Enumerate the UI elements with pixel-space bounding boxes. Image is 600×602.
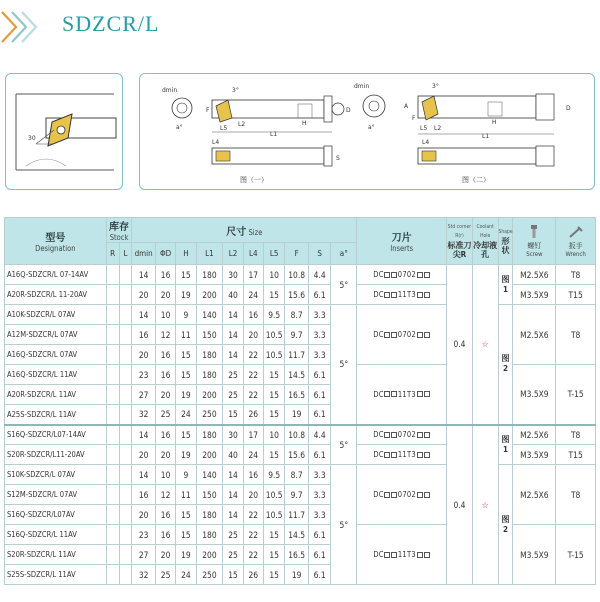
d-cell: 10 <box>155 465 175 485</box>
designation-cell: S12M-SDZCR/L 07AV <box>5 485 107 505</box>
fig1-s-label: S <box>336 155 340 162</box>
screw-cell: M2.5X6 <box>513 305 556 365</box>
l1-cell: 140 <box>196 305 223 325</box>
designation-cell: S16Q-SDZCR/L07-14AV <box>5 425 107 445</box>
designation-cell: S20R-SDZCR/L 11AV <box>5 545 107 565</box>
l5-cell: 15 <box>263 565 284 585</box>
s-cell: 6.1 <box>308 365 330 385</box>
f-cell: 10.8 <box>285 265 309 285</box>
l2-cell: 14 <box>223 505 243 525</box>
l5-cell: 10.5 <box>263 345 284 365</box>
h-cell: 19 <box>176 445 196 465</box>
stock-l-header: L <box>119 243 132 265</box>
angle-cell: 5° <box>331 265 357 305</box>
l5-cell: 15 <box>263 545 284 565</box>
d-cell: 10 <box>155 305 175 325</box>
dmin-cell: 27 <box>132 385 156 405</box>
l4-cell: 26 <box>243 565 263 585</box>
l2-cell: 25 <box>223 365 243 385</box>
table-row <box>5 305 596 325</box>
d-cell: 20 <box>155 385 175 405</box>
fig2-caption: 图（二） <box>462 176 490 184</box>
s-cell: 3.3 <box>308 465 330 485</box>
fig1-f-label: F <box>206 107 210 114</box>
dmin-cell: 32 <box>132 405 156 425</box>
detail-angle-label: 30 <box>28 135 36 142</box>
l5-cell: 9.5 <box>263 465 284 485</box>
l2-cell: 14 <box>223 485 243 505</box>
designation-cell: A16Q-SDZCR/L 11AV <box>5 365 107 385</box>
l2-header: L2 <box>223 243 243 265</box>
h-cell: 15 <box>176 365 196 385</box>
l4-cell: 16 <box>243 465 263 485</box>
l2-cell: 25 <box>223 525 243 545</box>
f-cell: 9.7 <box>285 325 309 345</box>
fig2-dmin-label: dmin <box>354 83 370 90</box>
stock-r-cell <box>106 365 119 385</box>
l4-cell: 17 <box>243 425 263 445</box>
d-cell: 16 <box>155 265 175 285</box>
wrench-cell: T8 <box>556 465 596 525</box>
fig1-h-label: H <box>302 120 307 127</box>
insert-cell: DC 0702 <box>357 305 447 365</box>
l5-cell: 15 <box>263 385 284 405</box>
stock-r-cell <box>106 545 119 565</box>
stock-l-cell <box>119 385 132 405</box>
l2-cell: 30 <box>223 425 243 445</box>
d-cell: 16 <box>155 365 175 385</box>
designation-cell: A20R-SDZCR/L 11-20AV <box>5 285 107 305</box>
l5-cell: 10.5 <box>263 485 284 505</box>
l4-cell: 20 <box>243 485 263 505</box>
s-cell: 6.1 <box>308 405 330 425</box>
f-cell: 15.6 <box>285 285 309 305</box>
s-cell: 3.3 <box>308 325 330 345</box>
screw-cell: M2.5X6 <box>513 465 556 525</box>
dmin-cell: 20 <box>132 505 156 525</box>
l2-cell: 14 <box>223 305 243 325</box>
l4-cell: 24 <box>243 445 263 465</box>
l1-cell: 180 <box>196 345 223 365</box>
l4-cell: 16 <box>243 305 263 325</box>
stock-r-cell <box>106 405 119 425</box>
screw-cell: M3.5X9 <box>513 445 556 465</box>
toolholder-drawings-svg <box>140 74 596 191</box>
l1-cell: 180 <box>196 525 223 545</box>
l2-cell: 25 <box>223 385 243 405</box>
l1-cell: 150 <box>196 325 223 345</box>
stock-r-cell <box>106 445 119 465</box>
wrench-cell: T15 <box>556 445 596 465</box>
l2-cell: 15 <box>223 405 243 425</box>
phid-header: ΦD <box>155 243 175 265</box>
dmin-cell: 14 <box>132 465 156 485</box>
fig2-l1-label: L1 <box>482 133 490 140</box>
fig1-l5-label: L5 <box>220 125 228 132</box>
designation-cell: S16Q-SDZCR/L 11AV <box>5 525 107 545</box>
fig2-a2-label: A <box>404 103 409 110</box>
fig2-l2-label: L2 <box>434 125 442 132</box>
l2-cell: 15 <box>223 565 243 585</box>
l1-cell: 200 <box>196 545 223 565</box>
l1-header: L1 <box>196 243 223 265</box>
stock-r-header: R <box>106 243 119 265</box>
l5-cell: 15 <box>263 365 284 385</box>
stock-l-cell <box>119 425 132 445</box>
l2-cell: 14 <box>223 325 243 345</box>
s-header: S <box>308 243 330 265</box>
l5-cell: 10 <box>263 425 284 445</box>
stock-l-cell <box>119 265 132 285</box>
l5-cell: 15 <box>263 445 284 465</box>
screw-icon <box>528 225 540 239</box>
fig2-l4-label: L4 <box>422 139 430 146</box>
l4-header: L4 <box>243 243 263 265</box>
l5-cell: 10.5 <box>263 505 284 525</box>
wrench-cell: T8 <box>556 305 596 365</box>
screw-cell: M3.5X9 <box>513 525 556 585</box>
radius-header: Std corner R(r) 标准刀尖R <box>447 218 473 265</box>
insert-cell: DC 0702 <box>357 265 447 285</box>
f-cell: 9.7 <box>285 485 309 505</box>
d-cell: 20 <box>155 445 175 465</box>
stock-r-cell <box>106 425 119 445</box>
f-cell: 19 <box>285 405 309 425</box>
stock-r-cell <box>106 565 119 585</box>
stock-r-cell <box>106 385 119 405</box>
fig1-angle-label: a° <box>176 124 183 131</box>
l4-cell: 26 <box>243 405 263 425</box>
l1-cell: 150 <box>196 485 223 505</box>
l2-cell: 40 <box>223 285 243 305</box>
dmin-cell: 16 <box>132 485 156 505</box>
wrench-header: 扳手 Wrench <box>556 218 596 265</box>
stock-l-cell <box>119 485 132 505</box>
screw-header: 螺钉 Screw <box>513 218 556 265</box>
s-cell: 6.1 <box>308 445 330 465</box>
stock-l-cell <box>119 405 132 425</box>
h-cell: 24 <box>176 565 196 585</box>
h-cell: 15 <box>176 425 196 445</box>
coolant-cell: ☆ <box>472 265 498 425</box>
d-cell: 25 <box>155 565 175 585</box>
designation-cell: S20R-SDZCR/L11-20AV <box>5 445 107 465</box>
d-cell: 16 <box>155 525 175 545</box>
chevron-arrows-icon <box>0 10 48 44</box>
l4-cell: 22 <box>243 385 263 405</box>
h-cell: 11 <box>176 325 196 345</box>
l2-cell: 30 <box>223 265 243 285</box>
s-cell: 3.3 <box>308 485 330 505</box>
fig2-d-label: D <box>566 105 571 112</box>
wrench-cell: T-15 <box>556 365 596 425</box>
d-cell: 12 <box>155 485 175 505</box>
h-cell: 19 <box>176 545 196 565</box>
d-cell: 20 <box>155 545 175 565</box>
stock-r-cell <box>106 345 119 365</box>
page-header <box>0 0 600 60</box>
s-cell: 3.3 <box>308 305 330 325</box>
stock-l-cell <box>119 525 132 545</box>
h-cell: 11 <box>176 485 196 505</box>
fig2-h-label: H <box>492 119 497 126</box>
l5-header: L5 <box>263 243 284 265</box>
stock-l-cell <box>119 325 132 345</box>
l1-cell: 180 <box>196 265 223 285</box>
d-cell: 16 <box>155 345 175 365</box>
screw-cell: M3.5X9 <box>513 285 556 305</box>
wrench-cell: T-15 <box>556 525 596 585</box>
stock-l-cell <box>119 285 132 305</box>
l2-cell: 40 <box>223 445 243 465</box>
f-header: F <box>285 243 309 265</box>
shape-cell: 图 1 <box>498 265 513 305</box>
screw-cell: M2.5X6 <box>513 425 556 445</box>
designation-cell: A25S-SDZCR/L 11AV <box>5 405 107 425</box>
l4-cell: 22 <box>243 545 263 565</box>
s-cell: 6.1 <box>308 285 330 305</box>
h-cell: 24 <box>176 405 196 425</box>
stock-l-cell <box>119 545 132 565</box>
l1-cell: 250 <box>196 405 223 425</box>
fig2-l5-label: L5 <box>420 125 428 132</box>
inserts-header: 刀片 Inserts <box>357 218 447 265</box>
stock-r-cell <box>106 285 119 305</box>
designation-cell: A16Q-SDZCR/L 07AV <box>5 345 107 365</box>
s-cell: 6.1 <box>308 545 330 565</box>
l4-cell: 20 <box>243 325 263 345</box>
shape-cell: 图 1 <box>498 425 513 465</box>
stock-r-cell <box>106 325 119 345</box>
insert-cell: DC 11T3 <box>357 525 447 585</box>
designation-cell: A10K-SDZCR/L 07AV <box>5 305 107 325</box>
f-cell: 8.7 <box>285 305 309 325</box>
f-cell: 15.6 <box>285 445 309 465</box>
f-cell: 16.5 <box>285 385 309 405</box>
designation-cell: A12M-SDZCR/L 07AV <box>5 325 107 345</box>
insert-cell: DC 11T3 <box>357 365 447 425</box>
insert-cell: DC 0702 <box>357 425 447 445</box>
angle-cell: 5° <box>331 465 357 585</box>
screw-cell: M2.5X6 <box>513 265 556 285</box>
h-cell: 9 <box>176 305 196 325</box>
stock-l-cell <box>119 345 132 365</box>
page-title: SDZCR/L <box>62 11 160 36</box>
h-cell: 15 <box>176 525 196 545</box>
stock-r-cell <box>106 305 119 325</box>
f-cell: 11.7 <box>285 345 309 365</box>
l1-cell: 200 <box>196 445 223 465</box>
l1-cell: 200 <box>196 285 223 305</box>
l4-cell: 17 <box>243 265 263 285</box>
wrench-cell: T15 <box>556 285 596 305</box>
dmin-cell: 20 <box>132 445 156 465</box>
insert-cell: DC 0702 <box>357 465 447 525</box>
shape-cell: 图 2 <box>498 465 513 585</box>
table-row <box>5 265 596 285</box>
s-cell: 6.1 <box>308 385 330 405</box>
l5-cell: 15 <box>263 285 284 305</box>
toolholder-drawings <box>139 73 595 190</box>
h-cell: 19 <box>176 285 196 305</box>
angle-header: a° <box>331 243 357 265</box>
dmin-cell: 14 <box>132 425 156 445</box>
wrench-cell: T8 <box>556 265 596 285</box>
stock-l-cell <box>119 305 132 325</box>
f-cell: 14.5 <box>285 365 309 385</box>
l4-cell: 22 <box>243 505 263 525</box>
h-cell: 15 <box>176 345 196 365</box>
spec-table-header <box>5 218 596 265</box>
h-cell: 19 <box>176 385 196 405</box>
dmin-cell: 27 <box>132 545 156 565</box>
l5-cell: 15 <box>263 525 284 545</box>
stock-l-cell <box>119 505 132 525</box>
stock-header: 库存 Stock <box>106 218 132 243</box>
l2-cell: 14 <box>223 465 243 485</box>
designation-cell: A16Q-SDZCR/L 07-14AV <box>5 265 107 285</box>
dims-header: 尺寸 Size <box>132 218 357 243</box>
l5-cell: 10 <box>263 265 284 285</box>
stock-r-cell <box>106 485 119 505</box>
insert-detail-svg <box>6 74 124 191</box>
spec-table <box>4 217 596 585</box>
d-cell: 12 <box>155 325 175 345</box>
l2-cell: 25 <box>223 545 243 565</box>
fig1-d-label: D <box>346 107 351 114</box>
radius-cell: 0.4 <box>447 265 473 425</box>
s-cell: 4.4 <box>308 425 330 445</box>
spec-table-body <box>5 265 596 585</box>
designation-cell: S25S-SDZCR/L 11AV <box>5 565 107 585</box>
angle-cell: 5° <box>331 425 357 465</box>
radius-cell: 0.4 <box>447 425 473 585</box>
l4-cell: 22 <box>243 345 263 365</box>
l1-cell: 180 <box>196 365 223 385</box>
dmin-cell: 16 <box>132 325 156 345</box>
d-cell: 16 <box>155 505 175 525</box>
insert-cell: DC 11T3 <box>357 285 447 305</box>
table-row <box>5 425 596 445</box>
fig2-angle-label: a° <box>368 124 375 131</box>
stock-l-cell <box>119 445 132 465</box>
wrench-cell: T8 <box>556 425 596 445</box>
stock-l-cell <box>119 465 132 485</box>
dmin-cell: 14 <box>132 265 156 285</box>
l1-cell: 180 <box>196 505 223 525</box>
s-cell: 4.4 <box>308 265 330 285</box>
insert-cell: DC 11T3 <box>357 445 447 465</box>
fig2-deg-label: 3° <box>432 83 439 90</box>
dmin-cell: 20 <box>132 345 156 365</box>
coolant-cell: ☆ <box>472 425 498 585</box>
l4-cell: 22 <box>243 365 263 385</box>
l1-cell: 140 <box>196 465 223 485</box>
l4-cell: 22 <box>243 525 263 545</box>
l1-cell: 250 <box>196 565 223 585</box>
h-header: H <box>176 243 196 265</box>
dmin-header: dmin <box>132 243 156 265</box>
fig1-l2-label: L2 <box>238 121 246 128</box>
h-cell: 15 <box>176 265 196 285</box>
d-cell: 25 <box>155 405 175 425</box>
stock-r-cell <box>106 465 119 485</box>
fig1-dmin-label: dmin <box>162 87 178 94</box>
s-cell: 3.3 <box>308 345 330 365</box>
s-cell: 6.1 <box>308 565 330 585</box>
d-cell: 20 <box>155 285 175 305</box>
shape-cell: 图 2 <box>498 305 513 425</box>
dmin-cell: 32 <box>132 565 156 585</box>
stock-r-cell <box>106 505 119 525</box>
s-cell: 6.1 <box>308 525 330 545</box>
f-cell: 19 <box>285 565 309 585</box>
dmin-cell: 23 <box>132 525 156 545</box>
insert-detail-drawing <box>5 73 123 190</box>
l2-cell: 14 <box>223 345 243 365</box>
fig1-l4-label: L4 <box>212 139 220 146</box>
designation-cell: S16Q-SDZCR/L07AV <box>5 505 107 525</box>
shape-header: Shape 形状 <box>498 218 513 265</box>
coolant-header: Coolant Hole 冷却液孔 <box>472 218 498 265</box>
s-cell: 3.3 <box>308 505 330 525</box>
l1-cell: 200 <box>196 385 223 405</box>
h-cell: 9 <box>176 465 196 485</box>
fig1-l1-label: L1 <box>270 131 278 138</box>
designation-cell: A20R-SDZCR/L 11AV <box>5 385 107 405</box>
dmin-cell: 14 <box>132 305 156 325</box>
f-cell: 11.7 <box>285 505 309 525</box>
dmin-cell: 23 <box>132 365 156 385</box>
dmin-cell: 20 <box>132 285 156 305</box>
wrench-icon <box>568 225 584 239</box>
f-cell: 14.5 <box>285 525 309 545</box>
stock-r-cell <box>106 265 119 285</box>
fig2-f-label: F <box>412 115 416 122</box>
fig1-deg-label: 3° <box>232 87 239 94</box>
f-cell: 10.8 <box>285 425 309 445</box>
l5-cell: 10.5 <box>263 325 284 345</box>
d-cell: 16 <box>155 425 175 445</box>
f-cell: 16.5 <box>285 545 309 565</box>
table-row <box>5 465 596 485</box>
stock-r-cell <box>106 525 119 545</box>
stock-l-cell <box>119 365 132 385</box>
f-cell: 8.7 <box>285 465 309 485</box>
h-cell: 15 <box>176 505 196 525</box>
stock-l-cell <box>119 565 132 585</box>
angle-cell: 5° <box>331 305 357 425</box>
l1-cell: 180 <box>196 425 223 445</box>
l5-cell: 15 <box>263 405 284 425</box>
designation-header: 型号 Designation <box>5 218 107 265</box>
fig1-caption: 图（一） <box>240 176 268 184</box>
l5-cell: 9.5 <box>263 305 284 325</box>
screw-cell: M3.5X9 <box>513 365 556 425</box>
l4-cell: 24 <box>243 285 263 305</box>
designation-cell: S10K-SDZCR/L 07AV <box>5 465 107 485</box>
